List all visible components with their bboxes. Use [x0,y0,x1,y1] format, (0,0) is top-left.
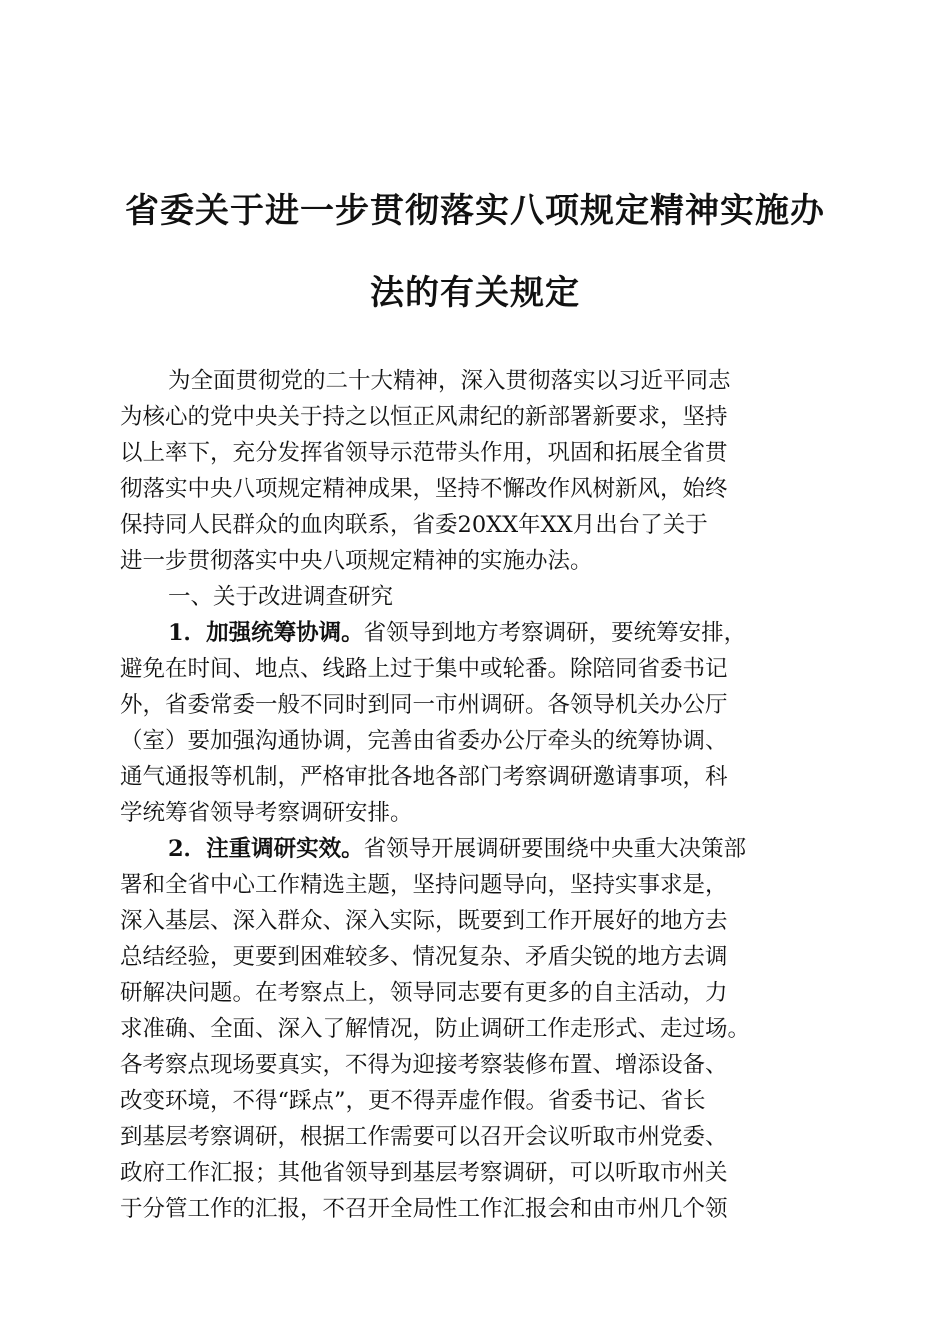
intro-line-1: 为全面贯彻党的二十大精神，深入贯彻落实以习近平同志 [168,368,731,394]
intro-line-4: 彻落实中央八项规定精神成果，坚持不懈改作风树新风，始终 [120,476,728,502]
intro-line-6: 进一步贯彻落实中央八项规定精神的实施办法。 [120,548,593,574]
item-2-label: 2．注重调研实效。 [168,836,364,862]
intro-line-2: 为核心的党中央关于持之以恒正风肃纪的新部署新要求，坚持 [120,404,728,430]
item-1-line: 通气通报等机制，严格审批各地各部门考察调研邀请事项，科 [120,764,728,790]
section-1-heading: 一、关于改进调查研究 [168,584,394,610]
item-2-first-line [120,831,840,867]
item-2-line: 总结经验，更要到困难较多、情况复杂、矛盾尖锐的地方去调 [120,944,728,970]
intro-line-3: 以上率下，充分发挥省领导示范带头作用，巩固和拓展全省贯 [120,440,728,466]
item-2-line: 署和全省中心工作精选主题，坚持问题导向，坚持实事求是， [120,872,728,898]
item-1-line: 外，省委常委一般不同时到同一市州调研。各领导机关办公厅 [120,692,728,718]
document-body [120,363,840,1227]
item-2-first-line-text: 省领导开展调研要围绕中央重大决策部 [363,836,747,862]
item-2-line: 于分管工作的汇报，不召开全局性工作汇报会和由市州几个领 [120,1196,728,1222]
title-line-2: 法的有关规定 [370,273,580,313]
intro-line-5: 保持同人民群众的血肉联系，省委20XX年XX月出台了关于 [120,512,708,538]
item-2-line: 各考察点现场要真实，不得为迎接考察装修布置、增添设备、 [120,1052,728,1078]
item-2-line: 求准确、全面、深入了解情况，防止调研工作走形式、走过场。 [120,1016,751,1042]
item-1-label: 1．加强统筹协调。 [168,620,364,646]
item-1-first-line [120,615,840,651]
page-title [100,170,850,334]
item-1-line: 避免在时间、地点、线路上过于集中或轮番。除陪同省委书记 [120,656,728,682]
item-2-line: 政府工作汇报；其他省领导到基层考察调研，可以听取市州关 [120,1160,728,1186]
item-2-line: 研解决问题。在考察点上，领导同志要有更多的自主活动，力 [120,980,728,1006]
item-1-first-line-text: 省领导到地方考察调研，要统筹安排， [363,620,747,646]
item-2-line: 改变环境，不得“踩点”，更不得弄虚作假。省委书记、省长 [120,1088,706,1114]
item-1-line: 学统筹省领导考察调研安排。 [120,800,413,826]
item-2-line: 深入基层、深入群众、深入实际，既要到工作开展好的地方去 [120,908,728,934]
item-1-line: （室）要加强沟通协调，完善由省委办公厅牵头的统筹协调、 [120,728,728,754]
title-line-1: 省委关于进一步贯彻落实八项规定精神实施办 [125,191,825,231]
item-2-line: 到基层考察调研，根据工作需要可以召开会议听取市州党委、 [120,1124,728,1150]
